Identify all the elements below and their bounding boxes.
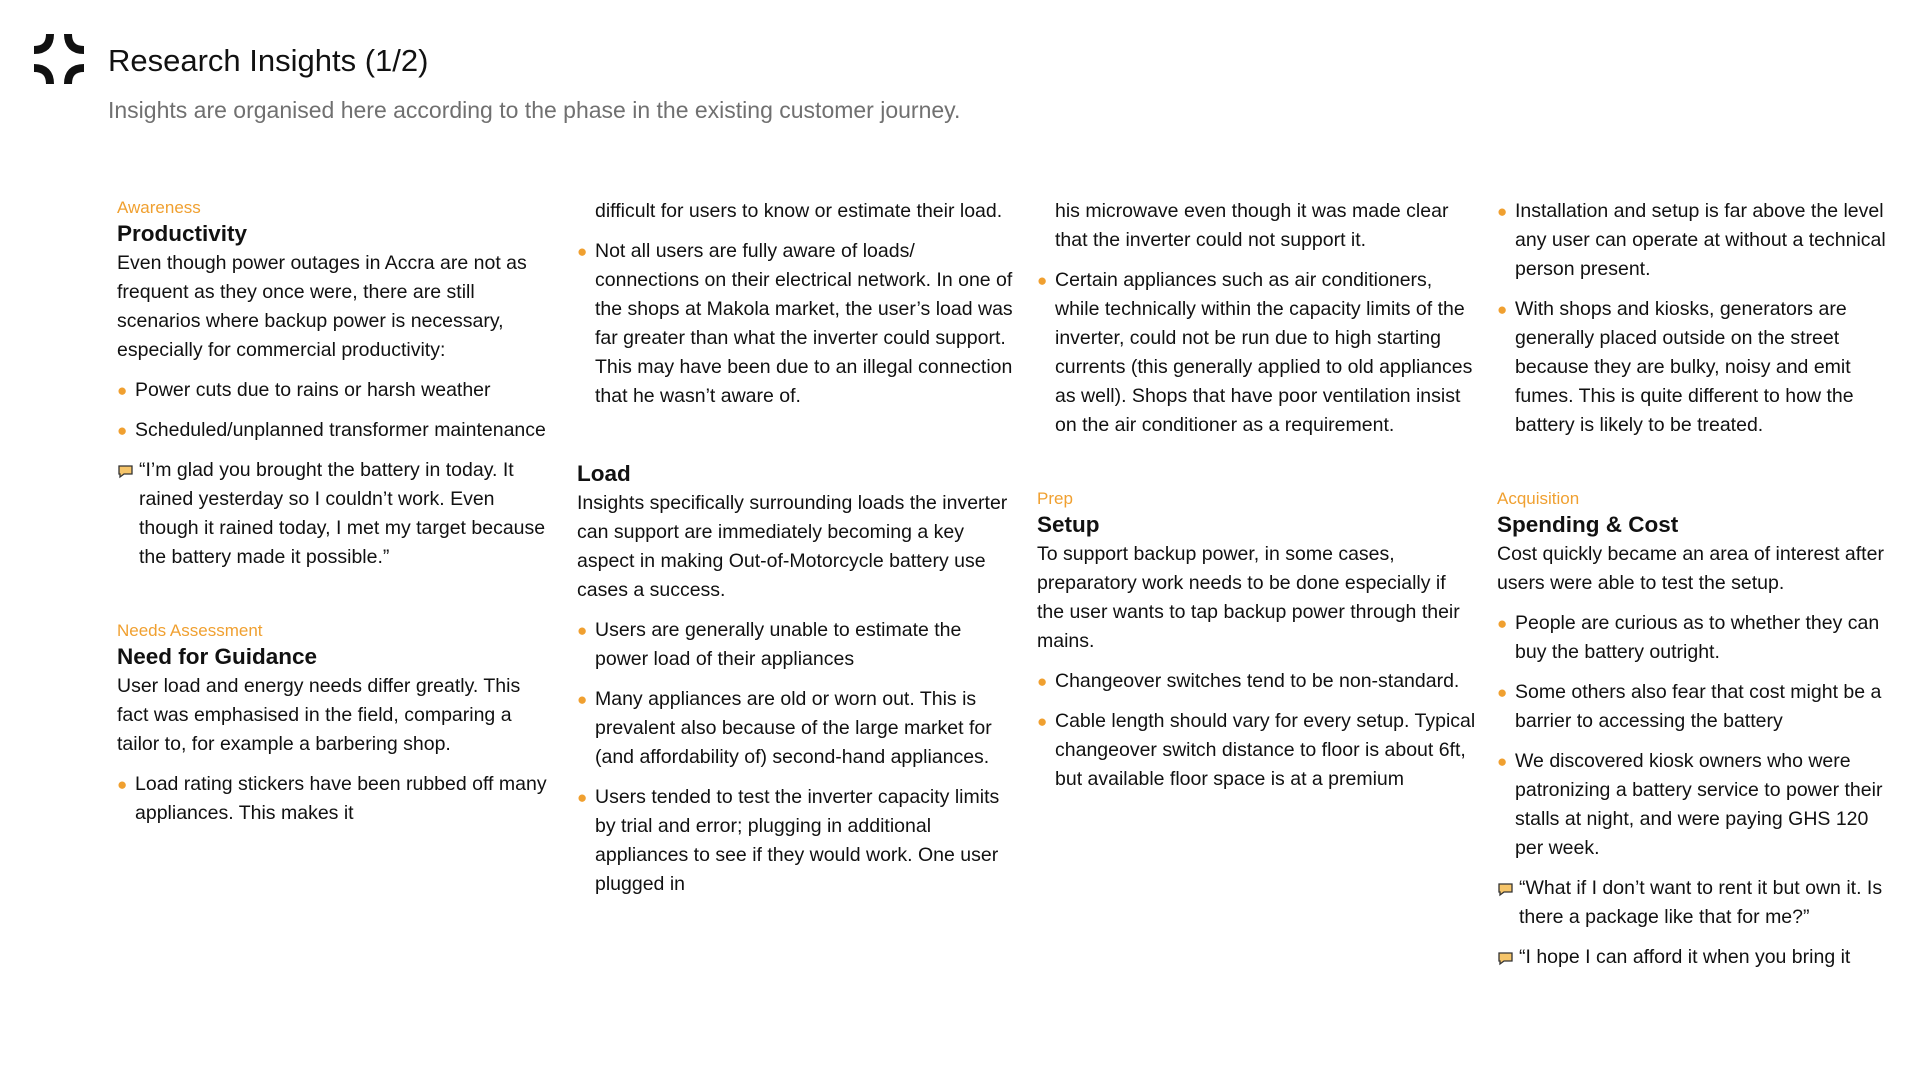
phase-label-awareness: Awareness (117, 198, 201, 217)
list-item: ● We discovered kiosk owners who were patronizing a battery service to power their stalls at night, and were paying GHS 120 per week. (1497, 747, 1897, 863)
continued-text: his microwave even though it was made clear that the inverter could not support it. (1055, 200, 1449, 251)
section-heading-spending-cost: Spending & Cost (1497, 512, 1679, 537)
list-item: ● Many appliances are old or worn out. This is prevalent also because of the large market for (and affordability of) second-hand appliances. (577, 685, 1017, 772)
bullet-dot-icon: ● (1037, 672, 1048, 691)
bullet-list (1037, 266, 1477, 440)
bullet-dot-icon: ● (577, 788, 588, 807)
bullet-dot-icon: ● (1497, 202, 1508, 221)
list-item: ● Some others also fear that cost might be a barrier to accessing the battery (1497, 678, 1897, 736)
bullet-dot-icon: ● (1037, 271, 1048, 290)
section-heading-load: Load (577, 461, 631, 486)
bullet-list (577, 616, 1017, 899)
section-intro: To support backup power, in some cases, preparatory work needs to be done especially if the user wants to tap backup power through their mains. (1037, 543, 1460, 652)
sparkle-logo-icon (30, 30, 88, 88)
section-heading-need-for-guidance: Need for Guidance (117, 644, 318, 669)
phase-label-prep: Prep (1037, 489, 1073, 508)
bullet-list (1037, 667, 1477, 794)
page-title: Research Insights (1/2) (108, 43, 429, 78)
page-subtitle: Insights are organised here according to the phase in the existing customer journey. (108, 97, 961, 123)
bullet-list (577, 237, 1017, 411)
bullet-list (117, 376, 557, 445)
phase-label-acquisition: Acquisition (1497, 489, 1580, 508)
section-intro: User load and energy needs differ greatly. This fact was emphasised in the field, comparing a tailor to, for example a barbering shop. (117, 675, 521, 755)
list-item: ● Certain appliances such as air conditioners, while technically within the capacity limits of the inverter, could not be run due to high starting currents (this generally applied to old appliances as well). Shops that have poor ventilation insist on the air conditioner as a requirement. (1037, 266, 1477, 440)
bullet-dot-icon: ● (577, 621, 588, 640)
column-4 (1497, 186, 1897, 972)
bullet-dot-icon: ● (1497, 683, 1508, 702)
bullet-dot-icon: ● (117, 775, 128, 794)
speech-bubble-icon (1497, 882, 1514, 897)
list-item: ● Users are generally unable to estimate the power load of their appliances (577, 616, 1017, 674)
list-item: ● Power cuts due to rains or harsh weather (117, 376, 557, 405)
speech-bubble-icon (117, 464, 134, 479)
continued-text: difficult for users to know or estimate their load. (595, 200, 1003, 222)
user-quote: “I hope I can afford it when you bring it (1497, 943, 1897, 972)
bullet-dot-icon: ● (117, 381, 128, 400)
speech-bubble-icon (1497, 951, 1514, 966)
list-item: ● Load rating stickers have been rubbed off many appliances. This makes it (117, 770, 557, 828)
bullet-dot-icon: ● (1037, 712, 1048, 731)
section-intro: Even though power outages in Accra are not as frequent as they once were, there are still scenarios where backup power is necessary, especially for commercial productivity: (117, 252, 527, 361)
section-intro: Cost quickly became an area of interest after users were able to test the setup. (1497, 543, 1884, 594)
column-3 (1037, 197, 1477, 794)
bullet-dot-icon: ● (1497, 752, 1508, 771)
list-item: ● Cable length should vary for every setup. Typical changeover switch distance to floor is about 6ft, but available floor space is at a premium (1037, 707, 1477, 794)
list-item: ● Users tended to test the inverter capacity limits by trial and error; plugging in additional appliances to see if they would work. One user plugged in (577, 783, 1017, 899)
column-1 (117, 197, 557, 828)
list-item: ● Installation and setup is far above the level any user can operate at without a technical person present. (1497, 197, 1897, 284)
bullet-dot-icon: ● (1497, 300, 1508, 319)
section-heading-setup: Setup (1037, 512, 1100, 537)
bullet-dot-icon: ● (1497, 614, 1508, 633)
section-heading-productivity: Productivity (117, 221, 248, 246)
list-item: ● People are curious as to whether they can buy the battery outright. (1497, 609, 1897, 667)
list-item: ● Not all users are fully aware of loads/ connections on their electrical network. In one of the shops at Makola market, the user’s load was far greater than what the inverter could support. This may have been due to an illegal connection that he wasn’t aware of. (577, 237, 1017, 411)
bullet-list (1497, 609, 1897, 863)
bullet-dot-icon: ● (117, 421, 128, 440)
bullet-list (1497, 197, 1897, 440)
section-intro: Insights specifically surrounding loads the inverter can support are immediately becoming a key aspect in making Out-of-Motorcycle battery use cases a success. (577, 492, 1008, 601)
user-quote: “I’m glad you brought the battery in today. It rained yesterday so I couldn’t work. Even though it rained today, I met my target because the battery made it possible.” (117, 456, 557, 572)
user-quote: “What if I don’t want to rent it but own it. Is there a package like that for me?” (1497, 874, 1897, 932)
list-item: ● Scheduled/unplanned transformer maintenance (117, 416, 557, 445)
bullet-list (117, 770, 557, 828)
list-item: ● With shops and kiosks, generators are generally placed outside on the street because they are bulky, noisy and emit fumes. This is quite different to how the battery is likely to be treated. (1497, 295, 1897, 440)
bullet-dot-icon: ● (577, 242, 588, 261)
phase-label-needs-assessment: Needs Assessment (117, 621, 263, 640)
bullet-dot-icon: ● (577, 690, 588, 709)
list-item: ● Changeover switches tend to be non-standard. (1037, 667, 1477, 696)
column-2 (577, 197, 1017, 899)
